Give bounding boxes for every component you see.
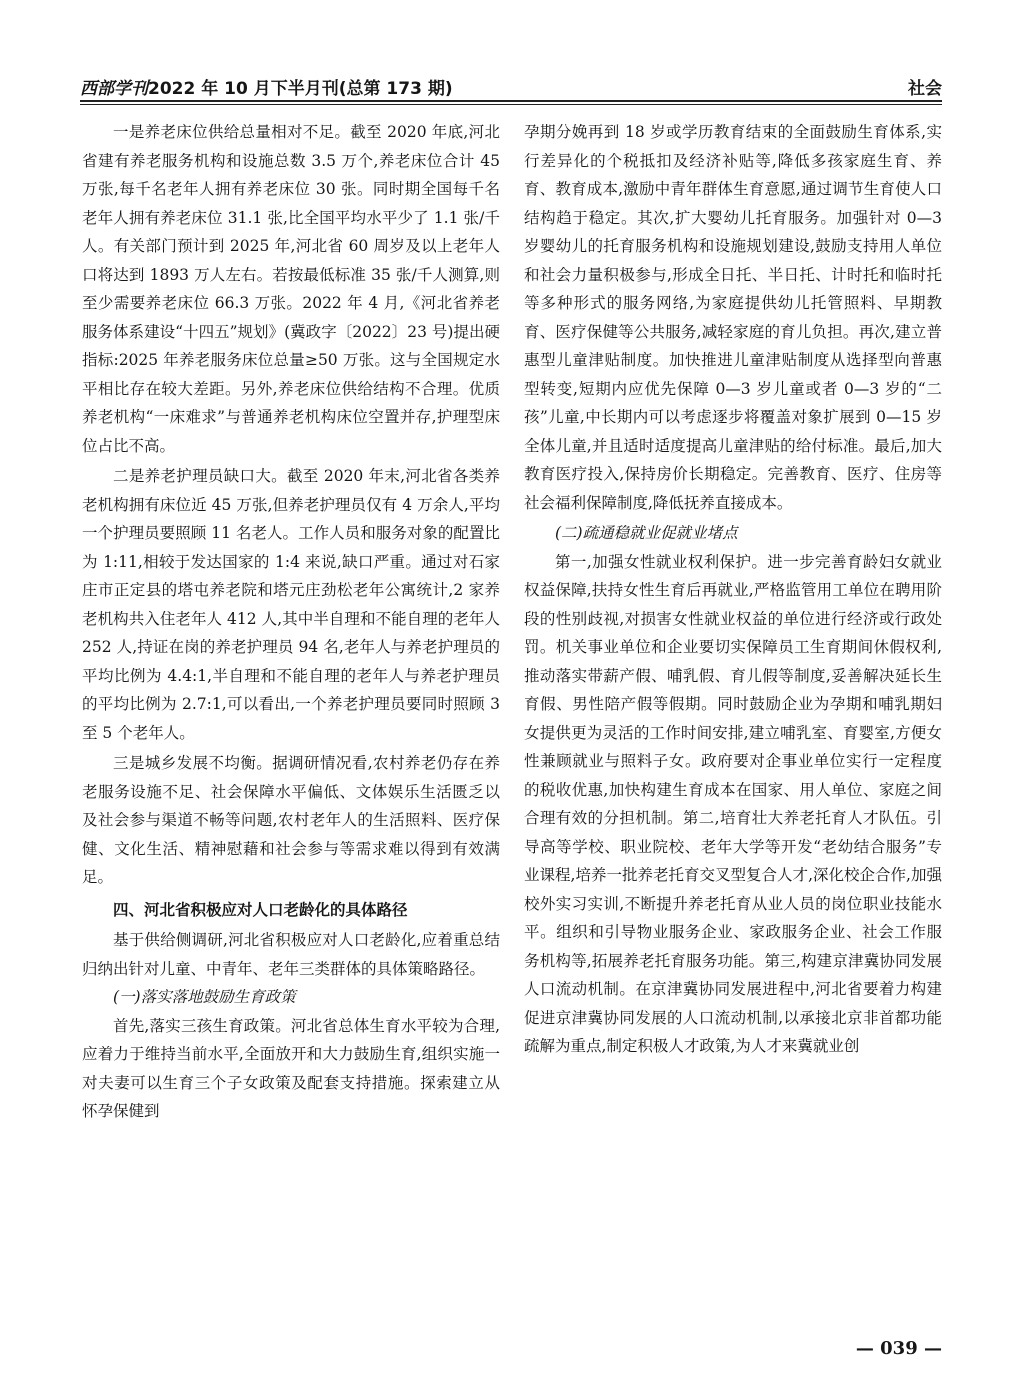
paragraph: 三是城乡发展不均衡。据调研情况看,农村养老仍存在养老服务设施不足、社会保障水平偏低、文体娱乐生活匮乏以及社会参与渠道不畅等问题,农村老年人的生活照料、医疗保健、文化生活、精神慰藉和社会参与等需求难以得到有效满足。 (82, 754, 500, 886)
section-heading: 四、河北省积极应对人口老龄化的具体路径 (113, 900, 408, 919)
paragraph: 孕期分娩再到 18 岁或学历教育结束的全面鼓励生育体系,实行差异化的个税抵扣及经济补贴等,降低多孩家庭生育、养育、教育成本,激励中青年群体生育意愿,通过调节生育使人口结构趋于稳定。其次,扩大婴幼儿托育服务。加强针对 0—3 岁婴幼儿的托育服务机构和设施规划建设,鼓励支持用人单位和社会力量积极参与,形成全日托、半日托、计时托和临时托等多种形式的服务网络,为家庭提供幼儿托管照料、早期教育、医疗保健等公共服务,减轻家庭的育儿负担。再次,建立普惠型儿童津贴制度。加快推进儿童津贴制度从选择型向普惠型转变,短期内应优先保障 0—3 岁儿童或者 0—3 岁的“二孩”儿童,中长期内可以考虑逐步将覆盖对象扩展到 0—15 岁全体儿童,并且适时适度提高儿童津贴的给付标准。最后,加大教育医疗投入,保持房价长期稳定。完善教育、医疗、住房等社会福利保障制度,降低抚养直接成本。 (524, 123, 942, 512)
header-rule-thin (80, 104, 942, 105)
left-column (82, 118, 500, 1126)
issue-info: 2022 年 10 月下半月刊(总第 173 期) (148, 79, 453, 99)
paragraph: 基于供给侧调研,河北省积极应对人口老龄化,应着重总结归纳出针对儿童、中青年、老年三类群体的具体策略路径。 (82, 931, 500, 978)
journal-title: 西部学刊 (80, 79, 148, 99)
paragraph: 二是养老护理员缺口大。截至 2020 年末,河北省各类养老机构拥有床位近 45 万张,但养老护理员仅有 4 万余人,平均一个护理员要照顾 11 名老人。工作人员和服务对象的配置比为 1:11,相较于发达国家的 1:4 来说,缺口严重。通过对石家庄市正定县的塔屯养老院和塔元庄劲松老年公寓统计,2 家养老机构共入住老年人 412 人,其中半自理和不能自理的老年人 252 人,持证在岗的养老护理员 94 名,老年人与养老护理员的平均比例为 4.4:1,半自理和不能自理的老年人与养老护理员的平均比例为 2.7:1,可以看出,一个养老护理员要同时照顾 3 至 5 个老年人。 (82, 467, 500, 742)
subsection-heading: (二)疏通稳就业促就业堵点 (555, 524, 738, 542)
header-rule (80, 100, 942, 102)
right-column (524, 118, 942, 1061)
page-header (80, 72, 942, 98)
paragraph: 一是养老床位供给总量相对不足。截至 2020 年底,河北省建有养老服务机构和设施总数 3.5 万个,养老床位合计 45 万张,每千名老年人拥有养老床位 30 张。同时期全国每千名老年人拥有养老床位 31.1 张,比全国平均水平少了 1.1 张/千人。有关部门预计到 2025 年,河北省 60 周岁及以上老年人口将达到 1893 万人左右。若按最低标准 35 张/千人测算,则至少需要养老床位 66.3 万张。2022 年 4 月,《河北省养老服务体系建设“十四五”规划》(冀政字〔2022〕23 号)提出硬指标:2025 年养老服务床位总量≥50 万张。这与全国规定水平相比存在较大差距。另外,养老床位供给结构不合理。优质养老机构“一床难求”与普通养老机构床位空置并存,护理型床位占比不高。 (82, 123, 500, 455)
page-number: — 039 — (855, 1338, 942, 1359)
paragraph: 第一,加强女性就业权利保护。进一步完善育龄妇女就业权益保障,扶持女性生育后再就业,严格监管用工单位在聘用阶段的性别歧视,对损害女性就业权益的单位进行经济或行政处罚。机关事业单位和企业要切实保障员工生育期间休假权利,推动落实带薪产假、哺乳假、育儿假等制度,妥善解决延长生育假、男性陪产假等假期。同时鼓励企业为孕期和哺乳期妇女提供更为灵活的工作时间安排,建立哺乳室、育婴室,方便女性兼顾就业与照料子女。政府要对企事业单位实行一定程度的税收优惠,加快构建生育成本在国家、用人单位、家庭之间合理有效的分担机制。第二,培育壮大养老托育人才队伍。引导高等学校、职业院校、老年大学等开发“老幼结合服务”专业课程,培养一批养老托育交叉型复合人才,深化校企合作,加强校外实习实训,不断提升养老托育从业人员的岗位职业技能水平。组织和引导物业服务企业、家政服务企业、社会工作服务机构等,拓展养老托育服务功能。第三,构建京津冀协同发展人口流动机制。在京津冀协同发展进程中,河北省要着力构建促进京津冀协同发展的人口流动机制,以承接北京非首都功能疏解为重点,制定积极人才政策,为人才来冀就业创 (524, 552, 942, 1055)
paragraph: 首先,落实三孩生育政策。河北省总体生育水平较为合理,应着力于维持当前水平,全面放开和大力鼓励生育,组织实施一对夫妻可以生育三个子女政策及配套支持措施。探索建立从怀孕保健到 (82, 1016, 500, 1120)
subsection-heading: (一)落实落地鼓励生育政策 (113, 988, 296, 1006)
section-label: 社会 (908, 79, 942, 99)
journal-info (80, 74, 453, 99)
